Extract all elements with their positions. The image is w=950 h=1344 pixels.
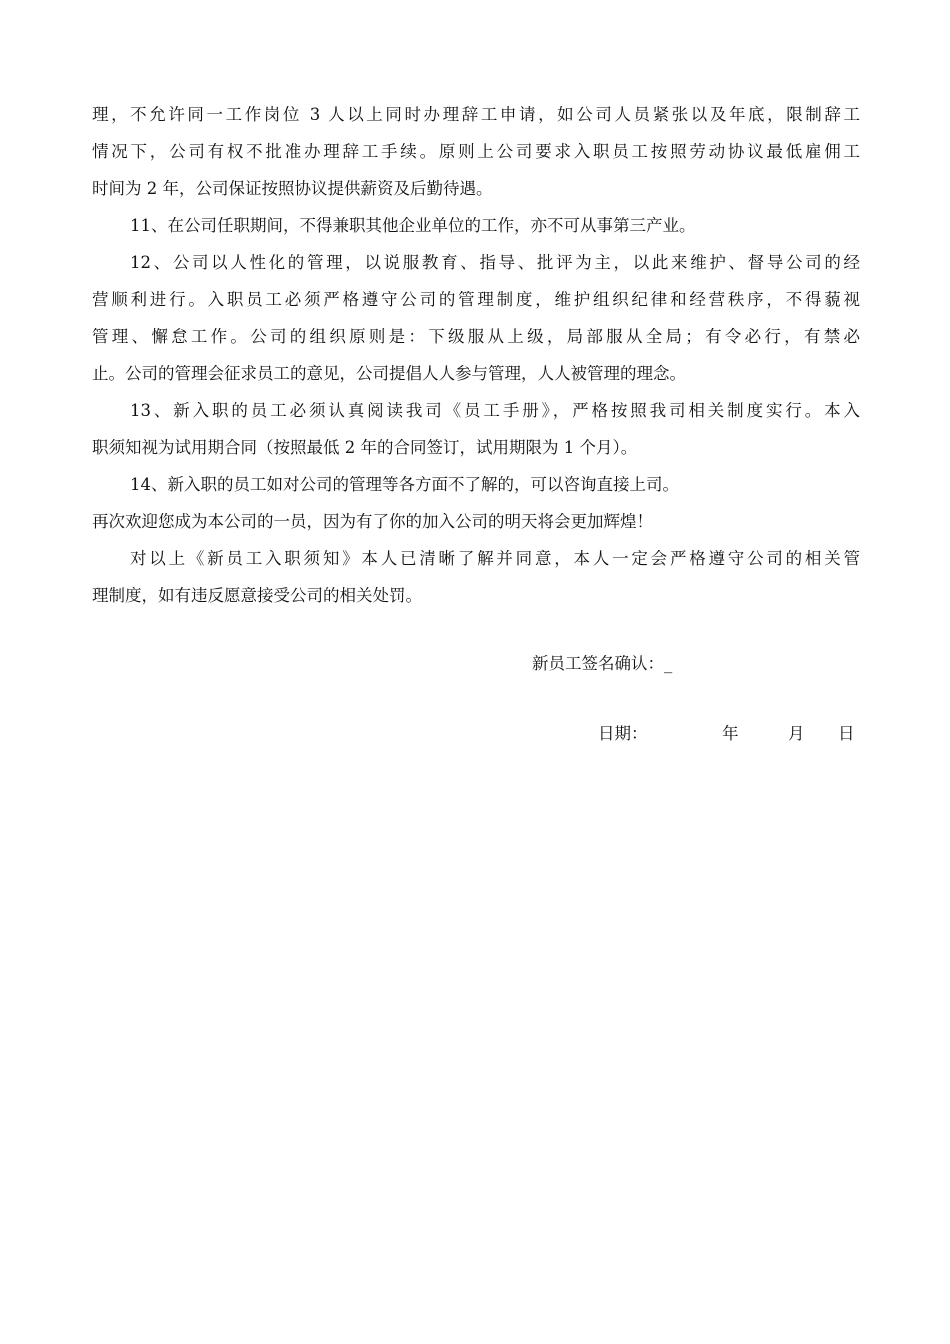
date-day: 日 xyxy=(838,724,855,743)
date-month: 月 xyxy=(788,724,805,743)
item-12-line: 12、公司以人性化的管理，以说服教育、指导、批评为主，以此来维护、督导公司的经 xyxy=(130,253,860,272)
item-14: 14、新入职的员工如对公司的管理等各方面不了解的，可以咨询直接上司。 xyxy=(130,475,679,494)
document-body xyxy=(92,96,860,614)
item-13-line: 13、新入职的员工必须认真阅读我司《员工手册》，严格按照我司相关制度实行。本入 xyxy=(130,401,860,420)
paragraph-line: 时间为 2 年，公司保证按照协议提供薪资及后勤待遇。 xyxy=(92,179,493,198)
paragraph-line: 情况下，公司有权不批准办理辞工手续。原则上公司要求入职员工按照劳动协议最低雇佣工 xyxy=(92,142,860,161)
item-12-line: 管理、懈怠工作。公司的组织原则是：下级服从上级，局部服从全局；有令必行，有禁必 xyxy=(92,327,860,346)
item-12-line: 营顺利进行。入职员工必须严格遵守公司的管理制度，维护组织纪律和经营秩序，不得藐视 xyxy=(92,290,860,309)
signature-field: 新员工签名确认：_ xyxy=(532,654,673,673)
item-11: 11、在公司任职期间，不得兼职其他企业单位的工作，亦不可从事第三产业。 xyxy=(130,216,696,235)
date-year: 年 xyxy=(722,724,739,743)
paragraph-line: 理，不允许同一工作岗位 3 人以上同时办理辞工申请，如公司人员紧张以及年底，限制辞工 xyxy=(92,105,860,124)
item-12-line: 止。公司的管理会征求员工的意见，公司提倡人人参与管理，人人被管理的理念。 xyxy=(92,364,686,383)
welcome-line: 再次欢迎您成为本公司的一员，因为有了你的加入公司的明天将会更加辉煌！ xyxy=(92,512,653,531)
acknowledgement-line: 理制度，如有违反愿意接受公司的相关处罚。 xyxy=(92,586,422,605)
date-label: 日期： xyxy=(598,724,648,743)
date-field xyxy=(598,715,855,752)
item-13-line: 职须知视为试用期合同（按照最低 2 年的合同签订，试用期限为 1 个月）。 xyxy=(92,438,638,457)
acknowledgement-line: 对以上《新员工入职须知》本人已清晰了解并同意，本人一定会严格遵守公司的相关管 xyxy=(130,549,860,568)
